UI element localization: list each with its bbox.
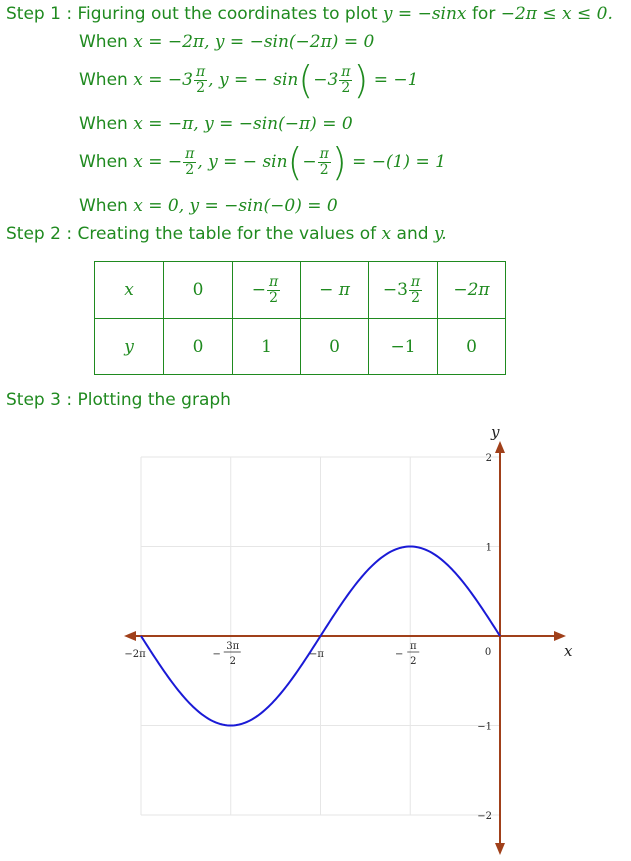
x-axis-right-arrow-icon: [554, 631, 566, 641]
y-axis-label: y: [491, 423, 500, 441]
table-header-x: x: [95, 262, 164, 319]
when-label: When: [79, 196, 128, 216]
when-label: When: [79, 114, 128, 134]
table-cell: − $\frac{\pi}{2}$: [233, 262, 301, 319]
when-label: When: [79, 32, 128, 52]
step1-text-b: for: [471, 4, 496, 24]
step2-y: y.: [433, 224, 447, 244]
x-tick-label: −π: [309, 649, 324, 660]
when-label: When: [79, 70, 128, 90]
table-cell: 0: [301, 319, 369, 375]
step1-domain: −2π ≤ x ≤ 0.: [500, 4, 613, 24]
table-cell: 1: [233, 319, 301, 375]
when-label: When: [79, 152, 128, 172]
y-tick-label: 2: [485, 453, 492, 464]
x-tick-label-denominator: 2: [229, 656, 236, 667]
step1-equation: y = −sinx: [382, 4, 467, 24]
x-tick-label-denominator: 2: [410, 656, 417, 667]
pi-over-2-fraction: $\frac{\pi}{2}$: [269, 273, 279, 306]
step2-x: x: [381, 224, 392, 244]
x-tick-label-sign: −: [395, 649, 404, 660]
x-tick-label: 0: [484, 647, 492, 658]
step2-label: Step 2 :: [6, 224, 73, 244]
line2-math-d: = −1: [373, 70, 419, 90]
x-tick-label-sign: −: [212, 649, 221, 660]
pi-over-2-fraction: $\frac{\pi}{2}$: [341, 63, 351, 96]
y-tick-label: −1: [477, 721, 492, 733]
table-cell: −3 $\frac{\pi}{2}$: [369, 262, 438, 319]
x-axis-left-arrow-icon: [124, 631, 136, 641]
step3-label: Step 3 :: [6, 390, 73, 410]
x-tick-label-numerator: 3π: [226, 641, 240, 652]
line2-math-b: , y = − sin: [208, 70, 299, 90]
step2-text: Creating the table for the values of: [77, 224, 377, 244]
right-paren: ): [331, 140, 347, 184]
line2-math-c: −3: [313, 70, 339, 90]
line4-math-c: −: [302, 152, 317, 172]
left-paren: (: [298, 58, 314, 102]
x-axis-label: x: [564, 642, 573, 660]
table-cell: −1: [369, 319, 438, 375]
x-tick-label: −2π: [124, 649, 146, 660]
table-cell: 0: [438, 319, 506, 375]
line1-math: x = −2π, y = −sin(−2π) = 0: [133, 32, 375, 52]
y-tick-label: 1: [485, 542, 492, 554]
step2-and: and: [396, 224, 429, 244]
pi-over-2-fraction: $\frac{\pi}{2}$: [195, 63, 206, 96]
line4-math-a: x = −: [133, 152, 183, 172]
y-axis-up-arrow-icon: [495, 441, 505, 453]
step3-text: Plotting the graph: [77, 390, 231, 410]
table-header-y: y: [95, 319, 164, 375]
y-axis-down-arrow-icon: [495, 843, 505, 855]
pi-over-2-fraction: $\frac{\pi}{2}$: [410, 273, 421, 306]
line2-math-a: x = −3: [133, 70, 193, 90]
step1-label: Step 1 :: [6, 4, 73, 24]
right-paren: ): [353, 58, 369, 102]
line5-math: x = 0, y = −sin(−0) = 0: [133, 196, 338, 216]
step1-text-a: Figuring out the coordinates to plot: [77, 4, 378, 24]
y-tick-label: −2: [477, 811, 492, 822]
table-cell: −2π: [438, 262, 506, 319]
table-cell: − π: [301, 262, 369, 319]
pi-over-2-fraction: $\frac{\pi}{2}$: [185, 145, 195, 178]
line3-math: x = −π, y = −sin(−π) = 0: [133, 114, 353, 134]
x-tick-label-numerator: π: [409, 641, 417, 652]
left-paren: (: [287, 140, 303, 184]
line4-math-d: = −(1) = 1: [352, 152, 446, 172]
table-cell: 0: [164, 319, 233, 375]
pi-over-2-fraction: $\frac{\pi}{2}$: [319, 145, 329, 178]
table-cell: 0: [164, 262, 233, 319]
line4-math-b: , y = − sin: [197, 152, 288, 172]
